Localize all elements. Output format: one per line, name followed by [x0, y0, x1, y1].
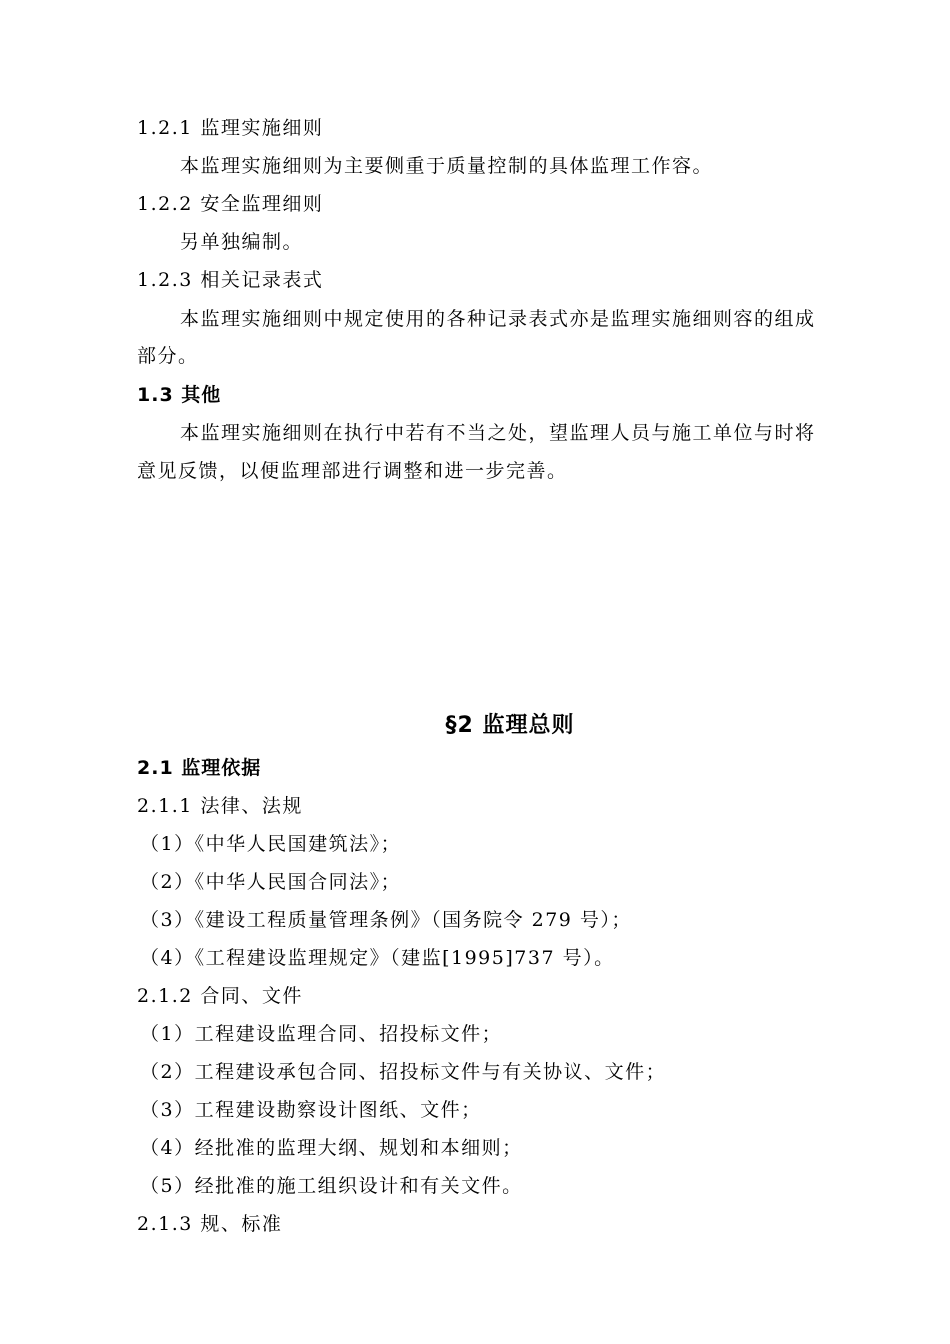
heading-1-2-2: 1.2.2 安全监理细则: [137, 193, 324, 215]
heading-1-2-3: 1.2.3 相关记录表式: [137, 269, 324, 291]
list-item-2-1-2-2: （2）工程建设承包合同、招投标文件与有关协议、文件；: [140, 1061, 667, 1083]
list-item-2-1-2-4: （4）经批准的监理大纲、规划和本细则；: [140, 1137, 523, 1159]
heading-1-2-1: 1.2.1 监理实施细则: [137, 117, 324, 139]
list-item-2-1-2-3: （3）工程建设勘察设计图纸、文件；: [140, 1099, 482, 1121]
paragraph-1-3-line2: 意见反馈，以便监理部进行调整和进一步完善。: [137, 460, 568, 482]
list-item-2-1-2-5: （5）经批准的施工组织设计和有关文件。: [140, 1175, 523, 1197]
heading-2-1: 2.1 监理依据: [137, 757, 262, 779]
paragraph-1-2-1: 本监理实施细则为主要侧重于质量控制的具体监理工作容。: [180, 155, 714, 177]
paragraph-1-2-3-line2: 部分。: [137, 345, 199, 367]
chapter-2-title: §2 监理总则: [445, 713, 575, 738]
heading-1-3: 1.3 其他: [137, 384, 222, 406]
paragraph-1-2-3-line1: 本监理实施细则中规定使用的各种记录表式亦是监理实施细则容的组成: [180, 308, 816, 330]
paragraph-1-3-line1: 本监理实施细则在执行中若有不当之处，望监理人员与施工单位与时将: [180, 422, 816, 444]
list-item-2-1-1-1: （1）《中华人民国建筑法》；: [140, 833, 402, 855]
list-item-2-1-1-3: （3）《建设工程质量管理条例》（国务院令 279 号）；: [140, 909, 632, 931]
paragraph-1-2-2: 另单独编制。: [180, 231, 304, 253]
list-item-2-1-1-2: （2）《中华人民国合同法》；: [140, 871, 402, 893]
list-item-2-1-2-1: （1）工程建设监理合同、招投标文件；: [140, 1023, 503, 1045]
heading-2-1-1: 2.1.1 法律、法规: [137, 795, 303, 817]
heading-2-1-2: 2.1.2 合同、文件: [137, 985, 303, 1007]
heading-2-1-3: 2.1.3 规、标准: [137, 1213, 283, 1235]
list-item-2-1-1-4: （4）《工程建设监理规定》（建监[1995]737 号）。: [140, 947, 615, 969]
